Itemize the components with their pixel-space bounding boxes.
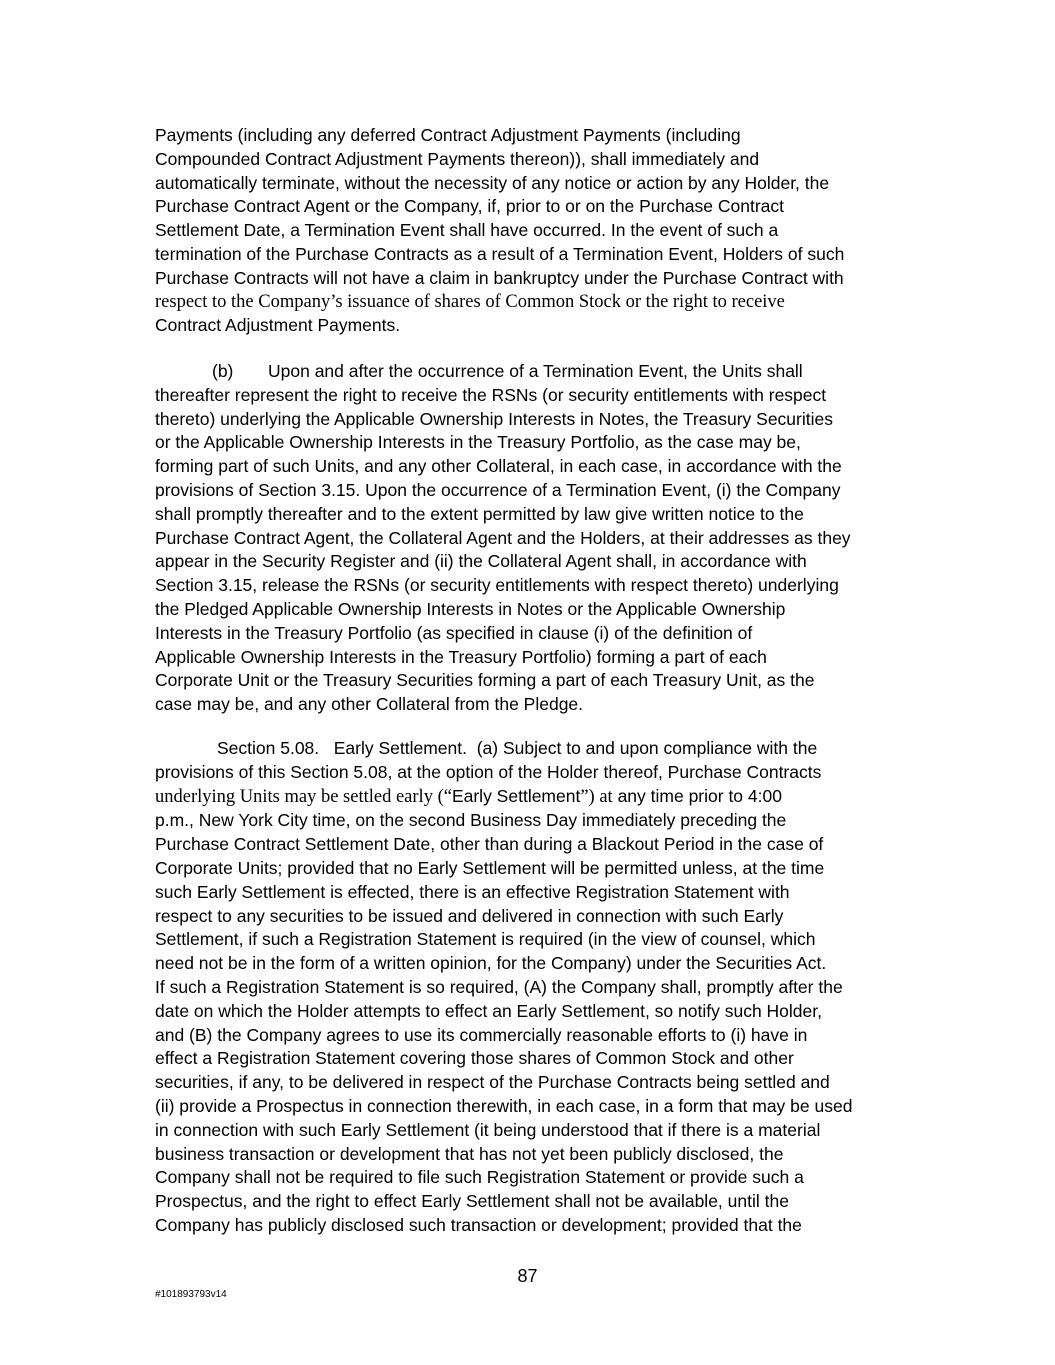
paragraph-b-termination-event: [155, 360, 915, 717]
text-line: respect to any securities to be issued and delivered in connection with such Early: [155, 905, 784, 926]
text-fragment: any time prior to 4:00: [617, 785, 782, 806]
section-5-08-early-settlement: [155, 737, 915, 1238]
page-number: 87: [517, 1266, 538, 1286]
text-line: Applicable Ownership Interests in the Treasury Portfolio) forming a part of each: [155, 646, 767, 667]
document-id: #101893793v14: [155, 1289, 227, 1300]
text-line: appear in the Security Register and (ii) the Collateral Agent shall, in accordance with: [155, 551, 807, 572]
clause-label: (b): [212, 361, 234, 381]
text-line: provisions of Section 3.15. Upon the occurrence of a Termination Event, (i) the Company: [155, 479, 841, 500]
text-line: Company has publicly disclosed such transaction or development; provided that the: [155, 1214, 802, 1235]
text-line: or the Applicable Ownership Interests in the Treasury Portfolio, as the case may be,: [155, 432, 801, 453]
text-line: such Early Settlement is effected, there is an effective Registration Statement with: [155, 881, 790, 902]
defined-term: Early Settlement: [451, 785, 581, 806]
text-line: securities, if any, to be delivered in respect of the Purchase Contracts being settled and: [155, 1072, 830, 1093]
text-line: Payments (including any deferred Contract Adjustment Payments (including: [155, 125, 741, 145]
text-line: termination of the Purchase Contracts as a result of a Termination Event, Holders of such: [155, 243, 845, 264]
section-number: Section 5.08.: [217, 738, 320, 758]
text-line: Corporate Unit or the Treasury Securities forming a part of each Treasury Unit, as the: [155, 670, 815, 691]
text-line: shall promptly thereafter and to the extent permitted by law give written notice to the: [155, 503, 804, 524]
text-line: p.m., New York City time, on the second Business Day immediately preceding the: [155, 810, 787, 831]
text-fragment: ”) at: [580, 786, 613, 807]
text-line: Interests in the Treasury Portfolio (as specified in clause (i) of the definition of: [155, 622, 753, 643]
text-line: [155, 360, 915, 384]
text-line-content: (a) Subject to and upon compliance with the: [476, 738, 818, 758]
text-line: [155, 785, 915, 810]
text-line: Purchase Contract Agent, the Collateral Agent and the Holders, at their addresses as they: [155, 527, 851, 548]
section-heading-line: [155, 737, 915, 761]
text-line: forming part of such Units, and any other Collateral, in each case, in accordance with the: [155, 456, 842, 477]
text-line: date on which the Holder attempts to effect an Early Settlement, so notify such Holder,: [155, 1000, 822, 1021]
text-fragment: underlying Units may be settled early (“: [155, 786, 452, 807]
text-line-content: Upon and after the occurrence of a Termination Event, the Units shall: [268, 361, 803, 381]
text-line: Purchase Contract Agent or the Company, if, prior to or on the Purchase Contract: [155, 196, 785, 217]
text-line: Prospectus, and the right to effect Early Settlement shall not be available, until the: [155, 1191, 789, 1212]
text-line: (ii) provide a Prospectus in connection therewith, in each case, in a form that may be used: [155, 1095, 853, 1116]
paragraph-termination-continued: [155, 124, 915, 338]
text-line: respect to the Company’s issuance of shares of Common Stock or the right to receive: [155, 291, 785, 312]
text-line: Contract Adjustment Payments.: [155, 315, 401, 336]
text-line: Settlement, if such a Registration Statement is required (in the view of counsel, which: [155, 929, 816, 950]
text-line: Purchase Contracts will not have a claim in bankruptcy under the Purchase Contract with: [155, 267, 844, 288]
text-line: the Pledged Applicable Ownership Interests in Notes or the Applicable Ownership: [155, 598, 786, 619]
text-line: automatically terminate, without the necessity of any notice or action by any Holder, the: [155, 172, 830, 193]
text-line: If such a Registration Statement is so required, (A) the Company shall, promptly after the: [155, 976, 843, 997]
text-line: case may be, and any other Collateral from the Pledge.: [155, 694, 584, 715]
section-title: Early Settlement.: [333, 738, 467, 758]
text-line: thereto) underlying the Applicable Ownership Interests in Notes, the Treasury Securities: [155, 408, 833, 429]
text-line: Corporate Units; provided that no Early Settlement will be permitted unless, at the time: [155, 857, 825, 878]
text-line: Company shall not be required to file such Registration Statement or provide such a: [155, 1167, 804, 1188]
text-line: Purchase Contract Settlement Date, other than during a Blackout Period in the case of: [155, 834, 824, 855]
text-line: Section 3.15, release the RSNs (or security entitlements with respect thereto) underlying: [155, 575, 839, 596]
text-line: in connection with such Early Settlement (it being understood that if there is a material: [155, 1119, 821, 1140]
text-line: business transaction or development that has not yet been publicly disclosed, the: [155, 1143, 784, 1164]
text-line: Settlement Date, a Termination Event shall have occurred. In the event of such a: [155, 220, 779, 241]
text-line: thereafter represent the right to receive the RSNs (or security entitlements with respect: [155, 384, 827, 405]
text-line: need not be in the form of a written opinion, for the Company) under the Securities Act.: [155, 953, 827, 974]
text-line: and (B) the Company agrees to use its commercially reasonable efforts to (i) have in: [155, 1024, 808, 1045]
text-line: Compounded Contract Adjustment Payments thereon)), shall immediately and: [155, 148, 760, 169]
text-line: provisions of this Section 5.08, at the option of the Holder thereof, Purchase Contracts: [155, 761, 822, 782]
text-line: effect a Registration Statement covering those shares of Common Stock and other: [155, 1048, 794, 1069]
